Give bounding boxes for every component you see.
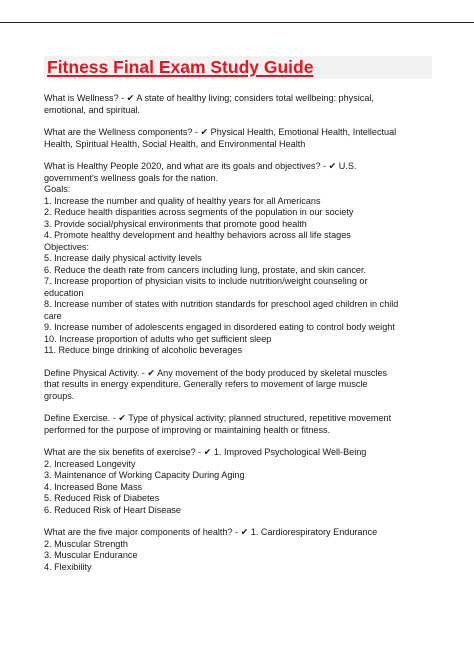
text-line: 6. Reduced Risk of Heart Disease (44, 504, 181, 515)
text-line: emotional, and spiritual. (44, 104, 141, 115)
qa-text (44, 413, 432, 436)
text-line: that results in energy expenditure. Generally refers to movement of large muscle (44, 379, 368, 389)
text-line: 3. Maintenance of Working Capacity During Aging (44, 470, 245, 480)
qa-text (44, 93, 432, 116)
text-line: 2. Muscular Strength (44, 538, 128, 549)
text-line: Define Physical Activity. - ✔ Any movement of the body produced by skeletal muscles (44, 367, 388, 378)
text-line: 9. Increase number of adolescents engaged in disordered eating to control body weight (44, 322, 395, 332)
qa-entry (44, 527, 432, 573)
text-line: What are the five major components of health? - ✔ 1. Cardiorespiratory Endurance (44, 527, 378, 537)
text-line: 5. Reduced Risk of Diabetes (44, 493, 160, 503)
text-line: 2. Increased Longevity (44, 458, 136, 469)
qa-text (44, 447, 432, 516)
text-line: Define Exercise. - ✔ Type of physical activity; planned structured, repetitive movement (44, 413, 392, 423)
text-line: 2. Reduce health disparities across segments of the population in our society (44, 207, 354, 217)
qa-entry (44, 447, 432, 516)
text-line: 3. Muscular Endurance (44, 550, 138, 560)
qa-text (44, 161, 432, 357)
qa-entry (44, 93, 432, 116)
text-line: 4. Increased Bone Mass (44, 481, 143, 492)
qa-text (44, 527, 432, 573)
text-line: Health, Spiritual Health, Social Health, and Environmental Health (44, 138, 306, 149)
text-line: care (44, 310, 62, 321)
qa-list (44, 93, 432, 573)
text-line: Objectives: (44, 241, 89, 252)
text-line: What are the Wellness components? - ✔ Physical Health, Emotional Health, Intellectual (44, 127, 397, 137)
qa-entry (44, 127, 432, 150)
document-page (44, 56, 432, 584)
text-line: 1. Increase the number and quality of healthy years for all Americans (44, 195, 321, 206)
top-rule (0, 22, 474, 23)
document-title: Fitness Final Exam Study Guide (47, 57, 314, 77)
text-line: 7. Increase proportion of physician visits to include nutrition/weight counseling or (44, 276, 368, 286)
qa-text (44, 368, 432, 403)
text-line: What is Wellness? - ✔ A state of healthy living; considers total wellbeing: physical, (44, 93, 374, 103)
text-line: What is Healthy People 2020, and what are its goals and objectives? - ✔ U.S. (44, 161, 357, 171)
text-line: What are the six benefits of exercise? - ✔ 1. Improved Psychological Well-Being (44, 447, 367, 457)
qa-entry (44, 413, 432, 436)
text-line: Goals: (44, 184, 71, 194)
text-line: 8. Increase number of states with nutrition standards for preschool aged children in child (44, 299, 399, 309)
qa-entry (44, 161, 432, 357)
text-line: 4. Flexibility (44, 561, 92, 572)
text-line: 4. Promote healthy development and healthy behaviors across all life stages (44, 230, 351, 240)
text-line: performed for the purpose of improving or maintaining health or fitness. (44, 424, 331, 435)
text-line: 6. Reduce the death rate from cancers including lung, prostate, and skin cancer. (44, 264, 367, 275)
title-bar (44, 56, 432, 79)
qa-text (44, 127, 432, 150)
qa-entry (44, 368, 432, 403)
text-line: 10. Increase proportion of adults who get sufficient sleep (44, 333, 272, 344)
text-line: government's wellness goals for the nation. (44, 172, 219, 183)
text-line: 3. Provide social/physical environments that promote good health (44, 218, 307, 229)
text-line: 5. Increase daily physical activity levels (44, 253, 202, 263)
text-line: groups. (44, 390, 75, 401)
text-line: education (44, 287, 84, 298)
text-line: 11. Reduce binge drinking of alcoholic beverages (44, 345, 243, 355)
